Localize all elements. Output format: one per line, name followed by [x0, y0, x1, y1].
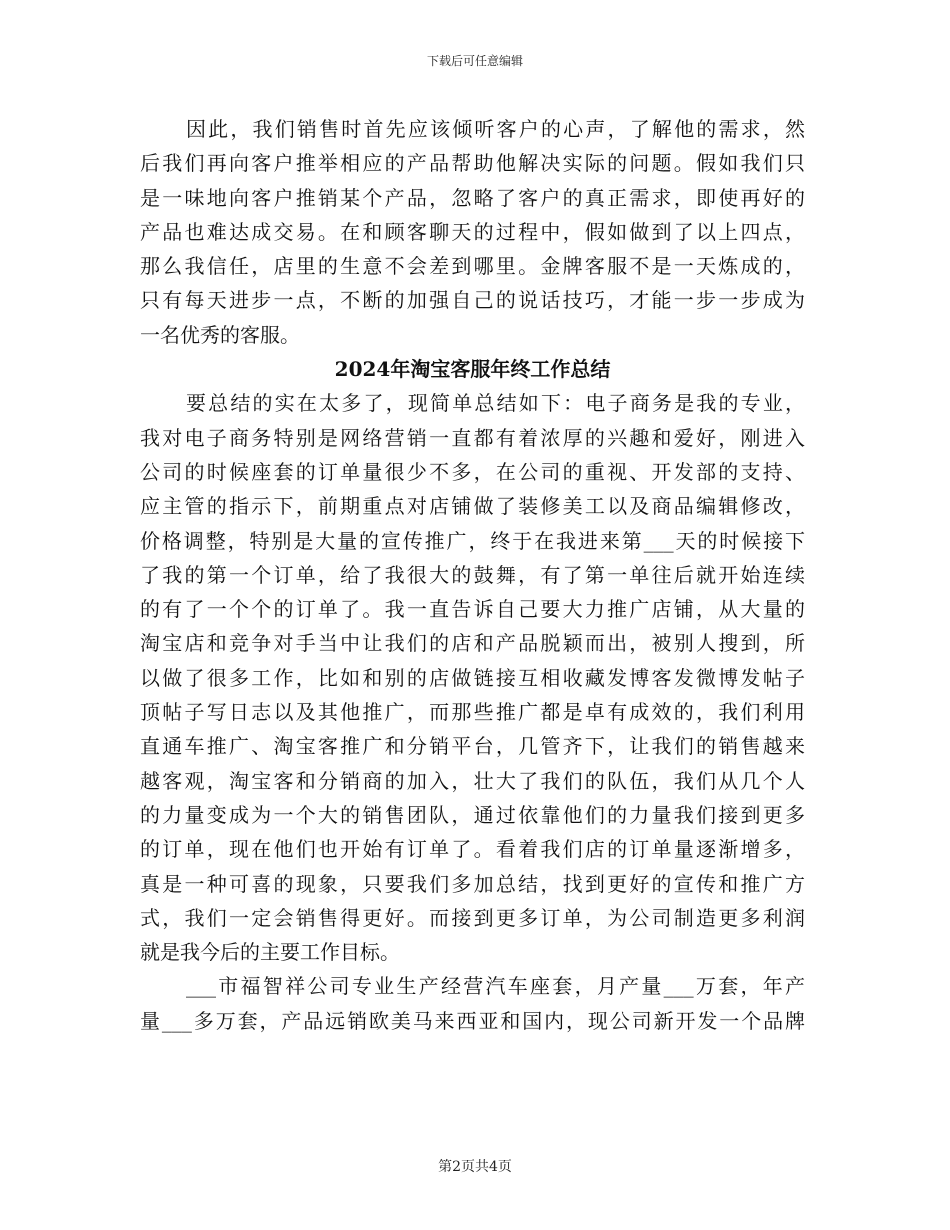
paragraph-line: 公司的时候座套的订单量很少不多，在公司的重视、开发部的支持、 [140, 459, 805, 484]
section-title: 2024年淘宝客服年终工作总结 [334, 357, 611, 382]
paragraph-summary [140, 386, 805, 969]
paragraph-line: 了我的第一个订单，给了我很大的鼓舞，有了第一单往后就开始连续 [140, 562, 805, 587]
paragraph-line: 就是我今后的主要工作目标。 [140, 940, 400, 965]
paragraph-line: 后我们再向客户推举相应的产品帮助他解决实际的问题。假如我们只 [140, 151, 805, 176]
paragraph-line: 直通车推广、淘宝客推广和分销平台，几管齐下，让我们的销售越来 [140, 734, 805, 759]
paragraph-line: 量___多万套，产品远销欧美马来西亚和国内，现公司新开发一个品牌 [140, 1008, 805, 1033]
paragraph-line: 是一味地向客户推销某个产品，忽略了客户的真正需求，即使再好的 [140, 185, 805, 210]
paragraph-line: 顶帖子写日志以及其他推广，而那些推广都是卓有成效的，我们利用 [140, 700, 805, 725]
paragraph-line: 淘宝店和竞争对手当中让我们的店和产品脱颖而出，被别人搜到，所 [140, 631, 805, 656]
paragraph-line: 要总结的实在太多了，现简单总结如下：电子商务是我的专业， [186, 391, 805, 416]
paragraph-line: 我对电子商务特别是网络营销一直都有着浓厚的兴趣和爱好，刚进入 [140, 425, 805, 450]
paragraph-line: 价格调整，特别是大量的宣传推广，终于在我进来第___天的时候接下 [140, 528, 805, 553]
paragraph-line: ___市福智祥公司专业生产经营汽车座套，月产量___万套，年产 [186, 974, 805, 999]
paragraph-line: 式，我们一定会销售得更好。而接到更多订单，为公司制造更多利润 [140, 905, 805, 930]
paragraph-line: 那么我信任，店里的生意不会差到哪里。金牌客服不是一天炼成的， [140, 254, 805, 279]
paragraph-line: 因此，我们销售时首先应该倾听客户的心声，了解他的需求，然 [186, 117, 805, 141]
paragraph-line: 的订单，现在他们也开始有订单了。看着我们店的订单量逐渐增多， [140, 837, 805, 862]
document-body [140, 112, 805, 1038]
paragraph-line: 真是一种可喜的现象，只要我们多加总结，找到更好的宣传和推广方 [140, 871, 805, 896]
paragraph-company [140, 969, 805, 1038]
page-header: 下载后可任意编辑 [426, 54, 523, 68]
paragraph-line: 只有每天进步一点，不断的加强自己的说话技巧，才能一步一步成为 [140, 288, 805, 313]
paragraph-conclusion [140, 112, 805, 352]
paragraph-line: 一名优秀的客服。 [140, 322, 300, 347]
page-number-footer: 第2页共4页 [438, 1159, 512, 1175]
paragraph-line: 应主管的指示下，前期重点对店铺做了装修美工以及商品编辑修改， [140, 494, 805, 519]
paragraph-line: 的力量变成为一个大的销售团队，通过依靠他们的力量我们接到更多 [140, 802, 805, 827]
paragraph-line: 以做了很多工作，比如和别的店做链接互相收藏发博客发微博发帖子 [140, 665, 805, 690]
paragraph-line: 产品也难达成交易。在和顾客聊天的过程中，假如做到了以上四点， [140, 219, 805, 244]
paragraph-line: 越客观，淘宝客和分销商的加入，壮大了我们的队伍，我们从几个人 [140, 768, 805, 793]
paragraph-line: 的有了一个个的订单了。我一直告诉自己要大力推广店铺，从大量的 [140, 597, 805, 622]
